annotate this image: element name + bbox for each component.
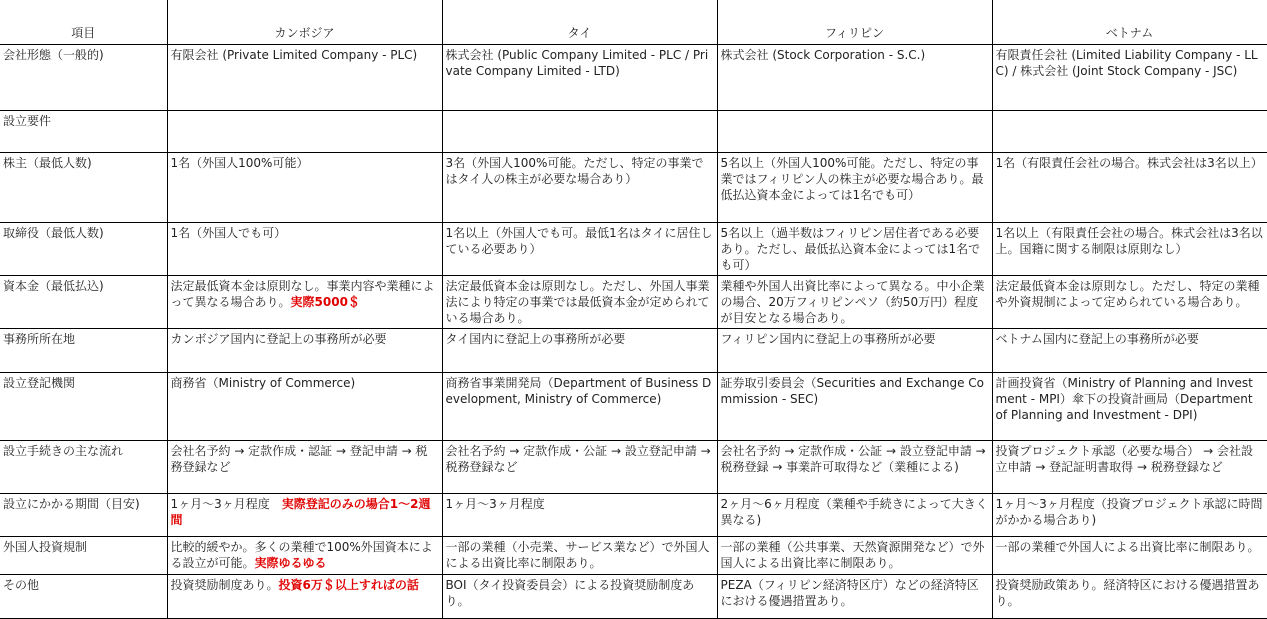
cell-text: 1名以上（有限責任会社の場合。株式会社は3名以上。国籍に関する制限は原則なし）: [995, 225, 1263, 256]
table-row: [0, 110, 1267, 152]
table-cell: [992, 493, 1267, 536]
table-cell: [992, 152, 1267, 222]
table-cell: [992, 44, 1267, 110]
table-cell: [992, 536, 1267, 574]
table-cell: [717, 275, 992, 328]
table-cell: [167, 574, 442, 618]
cell-note: 実際ゆるゆる: [254, 555, 327, 570]
table-cell: [992, 372, 1267, 440]
table-cell: [442, 493, 717, 536]
table-cell: [717, 574, 992, 618]
table-row: [0, 328, 1267, 372]
table-cell: [992, 574, 1267, 618]
cell-text: 一部の業種で外国人による出資比率に制限あり。: [995, 539, 1260, 554]
row-label: 設立登記機関: [0, 372, 167, 440]
cell-text: 法定最低資本金は原則なし。事業内容や業種によって異なる場合あり。: [170, 278, 435, 309]
cell-text: 会社名予約 → 定款作成・公証 → 設立登記申請 → 税務登録など: [445, 443, 711, 474]
table-cell: [167, 493, 442, 536]
cell-text: 1名（有限責任会社の場合。株式会社は3名以上）: [995, 155, 1263, 170]
cell-text: 1名（外国人でも可）: [170, 225, 287, 240]
cell-text: 投資奨励政策あり。経済特区における優遇措置あり。: [995, 577, 1260, 608]
row-label: 株主（最低人数): [0, 152, 167, 222]
table-cell: [167, 372, 442, 440]
table-row: [0, 44, 1267, 110]
table-cell: [717, 372, 992, 440]
table-cell: [717, 110, 992, 152]
cell-text: 法定最低資本金は原則なし。ただし、特定の業種や外資規制によって定められている場合あり。: [995, 278, 1260, 309]
table-cell: [992, 222, 1267, 275]
cell-text: 1ヶ月〜3ヶ月程度（投資プロジェクト承認に時間がかかる場合あり): [995, 496, 1263, 527]
table-cell: [717, 440, 992, 493]
cell-text: 1ヶ月〜3ヶ月程度: [170, 496, 282, 511]
cell-text: 商務省（Ministry of Commerce): [170, 375, 356, 390]
table-cell: [442, 328, 717, 372]
cell-text: 1名（外国人100%可能）: [170, 155, 309, 170]
table-cell: [992, 275, 1267, 328]
table-cell: [442, 372, 717, 440]
table-cell: [442, 222, 717, 275]
table-row: [0, 372, 1267, 440]
table-cell: [167, 328, 442, 372]
header-country-cambodia: カンボジア: [167, 0, 442, 44]
cell-text: 商務省事業開発局（Department of Business Development, Ministry of Commerce): [445, 375, 712, 406]
cell-text: フィリピン国内に登記上の事務所が必要: [720, 331, 936, 346]
cell-text: PEZA（フィリピン経済特区庁）などの経済特区における優遇措置あり。: [720, 577, 979, 608]
cell-text: BOI（タイ投資委員会）による投資奨励制度あり。: [445, 577, 695, 608]
row-label: 設立にかかる期間（目安): [0, 493, 167, 536]
cell-text: 会社名予約 → 定款作成・公証 → 設立登記申請 → 税務登録 → 事業許可取得など（業種による): [720, 443, 986, 474]
table-cell: [717, 536, 992, 574]
table-row: [0, 440, 1267, 493]
table-cell: [442, 275, 717, 328]
table-cell: [992, 440, 1267, 493]
table-cell: [167, 152, 442, 222]
cell-text: 5名以上（外国人100%可能。ただし、特定の事業ではフィリピン人の株主が必要な場合あり。最低払込資本金によっては1名でも可）: [720, 155, 984, 202]
cell-text: 株式会社 (Stock Corporation - S.C.): [720, 47, 926, 62]
row-label: 外国人投資規制: [0, 536, 167, 574]
cell-text: 一部の業種（小売業、サービス業など）で外国人による出資比率に制限あり。: [445, 539, 710, 570]
cell-text: 株式会社 (Public Company Limited - PLC / Private Company Limited - LTD): [445, 47, 709, 78]
cell-text: 会社名予約 → 定款作成・認証 → 登記申請 → 税務登録など: [170, 443, 428, 474]
cell-text: 1名以上（外国人でも可。最低1名はタイに居住している必要あり）: [445, 225, 713, 256]
header-item: 項目: [0, 0, 167, 44]
table-cell: [717, 152, 992, 222]
cell-text: 5名以上（過半数はフィリピン居住者である必要あり。ただし、最低払込資本金によっては1名でも可）: [720, 225, 981, 272]
cell-text: 1ヶ月〜3ヶ月程度: [445, 496, 545, 511]
table-cell: [717, 493, 992, 536]
header-country-vietnam: ベトナム: [992, 0, 1267, 44]
cell-text: 証券取引委員会（Securities and Exchange Commission - SEC): [720, 375, 985, 406]
table-cell: [717, 44, 992, 110]
table-cell: [992, 110, 1267, 152]
table-cell: [167, 275, 442, 328]
cell-text: 有限責任会社 (Limited Liability Company - LLC) / 株式会社 (Joint Stock Company - JSC): [995, 47, 1258, 78]
table-cell: [717, 328, 992, 372]
header-country-thailand: タイ: [442, 0, 717, 44]
row-label: 会社形態（一般的): [0, 44, 167, 110]
row-label: 事務所所在地: [0, 328, 167, 372]
cell-text: 投資奨励制度あり。: [170, 577, 279, 592]
cell-text: 法定最低資本金は原則なし。ただし、外国人事業法により特定の事業では最低資本金が定められている場合あり。: [445, 278, 710, 325]
row-label: 取締役（最低人数): [0, 222, 167, 275]
cell-text: 計画投資省（Ministry of Planning and Investment - MPI）傘下の投資計画局（Department of Planning and Investment - DPI): [995, 375, 1253, 422]
table-row: [0, 493, 1267, 536]
table-cell: [442, 110, 717, 152]
table-row: [0, 275, 1267, 328]
table-cell: [167, 440, 442, 493]
row-label: 設立要件: [0, 110, 167, 152]
cell-text: 2ヶ月〜6ヶ月程度（業種や手続きによって大きく異なる): [720, 496, 988, 527]
table-cell: [442, 44, 717, 110]
cell-text: カンボジア国内に登記上の事務所が必要: [170, 331, 387, 346]
table-row: [0, 536, 1267, 574]
cell-note: 投資6万＄以上すればの話: [278, 577, 419, 592]
table-cell: [167, 44, 442, 110]
cell-text: 比較的緩やか。多くの業種で100%外国資本による設立が可能。: [170, 539, 433, 570]
cell-note: 実際5000＄: [290, 294, 360, 309]
table-row: [0, 574, 1267, 618]
table-cell: [167, 222, 442, 275]
table-cell: [442, 574, 717, 618]
cell-text: ベトナム国内に登記上の事務所が必要: [995, 331, 1199, 346]
table-cell: [992, 328, 1267, 372]
table-row: [0, 152, 1267, 222]
header-country-philippines: フィリピン: [717, 0, 992, 44]
cell-text: 一部の業種（公共事業、天然資源開発など）で外国人による出資比率に制限あり。: [720, 539, 985, 570]
cell-text: タイ国内に登記上の事務所が必要: [445, 331, 626, 346]
row-label: 設立手続きの主な流れ: [0, 440, 167, 493]
table-row: [0, 222, 1267, 275]
cell-text: 有限会社 (Private Limited Company - PLC): [170, 47, 418, 62]
table-cell: [167, 110, 442, 152]
cell-note: 実際登記のみの場合1〜2週間: [170, 496, 431, 527]
row-label: 資本金（最低払込): [0, 275, 167, 328]
table-cell: [442, 440, 717, 493]
table-cell: [717, 222, 992, 275]
cell-text: 投資プロジェクト承認（必要な場合） → 会社設立申請 → 登記証明書取得 → 税務登録など: [995, 443, 1253, 474]
row-label: その他: [0, 574, 167, 618]
cell-text: 3名（外国人100%可能。ただし、特定の事業ではタイ人の株主が必要な場合あり）: [445, 155, 704, 186]
table-cell: [167, 536, 442, 574]
cell-text: 業種や外国人出資比率によって異なる。中小企業の場合、20万フィリピンペソ（約50万円）程度が目安となる場合あり。: [720, 278, 985, 325]
table-cell: [442, 536, 717, 574]
table-cell: [442, 152, 717, 222]
